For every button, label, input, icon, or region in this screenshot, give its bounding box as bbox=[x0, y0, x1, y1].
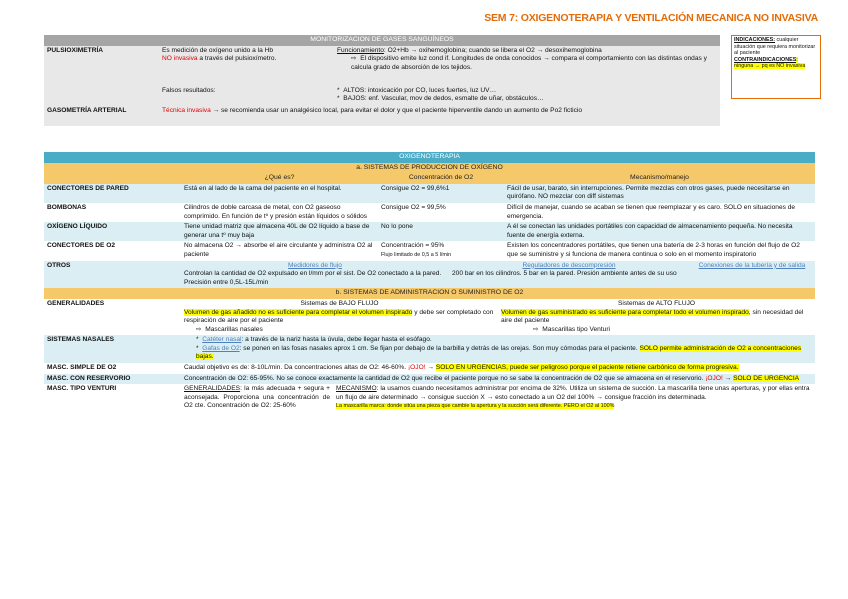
nasales-row: SISTEMAS NASALES * Catéter nasal: a través de la nariz hasta la úvula, debe llegar hasta el esófago. * Gafas de O2: se ponen en las fosas nasales aprox 1 cm. Se fijan por debajo de la barbilla y detrás de las orejas. Son muy cómodas para el paciente. SOLO permite administración de O2 a concentraciones bajas. bbox=[44, 335, 815, 363]
table-row: CONECTORES DE PARED Está en al lado de la cama del paciente en el hospital. Consigue O2 = 99,6%1 Fácil de usar, barato, sin interrupciones. Permite mezclas con otros gases, puede necesitarse en quirófano. NO mezclar con diff sistemas bbox=[44, 184, 815, 203]
oxigenoterapia-table bbox=[44, 152, 815, 412]
otros-row: OTROS Medidores de flujo Controlan la cantidad de O2 expulsado en l/mm por el sist. De O2 conectado a la pared. Precisión entre 0,5L-15L/min Reguladores de descompresión 200 bar en los cilindros. 5 bar en la pared. Presión ambiente antes de su uso Conexiones de la tubería y de salida bbox=[44, 261, 815, 289]
pulsi-funcionamiento: Funcionamiento: O2+Hb → oxihemoglobina; cuando se libera el O2 → desoxihemoglobina ⇨ El dispositivo emite luz cond if. Longitudes de onda conocidos → compara el comportamiento con las distintas ondas y calcula grado de absorción de los tejidos. bbox=[334, 46, 720, 86]
simple-row: MASC. SIMPLE DE O2 Caudal objetivo es de: 8-10L/min. Da concentraciones altas de O2: 46-60%. ¡OJO! → SOLO EN URGENCIAS, puede ser peligroso porque el paciente retiene carbónico de forma progresiva. bbox=[44, 363, 815, 374]
falsos-label: Falsos resultados: bbox=[159, 86, 334, 106]
generalidades-row: GENERALIDADES Sistemas de BAJO FLUJO Volumen de gas añadido no es suficiente para completar el volumen inspirado y debe ser completado con respiración de aire por el paciente ⇨ Mascarillas nasales Sistemas de ALTO FLUJO Volumen de gas suministrado es suficiente para completar todo el volumen inspirado, sin necesidad del aire del paciente ⇨ Mascarillas tipo Venturi bbox=[44, 299, 815, 335]
pulsi-label: PULSIOXIMETRÍA bbox=[44, 46, 159, 106]
medidores-flujo-link[interactable]: Medidores de flujo bbox=[288, 261, 342, 269]
monitor-header: MONITORIZACION DE GASES SANGUÍNEOS bbox=[44, 35, 720, 46]
section-b-header: b. SISTEMAS DE ADMINISTRACION O SUMINISTRO DE O2 bbox=[44, 288, 815, 299]
section-a-header: a. SISTEMAS DE PRODUCCION DE OXÍGENO bbox=[44, 163, 815, 174]
col-que-es: ¿Qué es? bbox=[181, 173, 378, 184]
table-row: BOMBONAS Cilindros de doble carcasa de metal, con O2 gaseoso comprimido. En función de tº y presión están líquidos o sólidos Consigue O2 = 99,5% Difícil de manejar, cuando se acaban se tienen que reemplazar y es caro. SOLO en situaciones de emergencia. bbox=[44, 203, 815, 222]
gaso-text: Técnica invasiva → se recomienda usar un analgésico local, para evitar el dolor y que el paciente hiperventile dando un aumento de Po2 ficticio bbox=[159, 106, 720, 126]
monitor-table bbox=[44, 35, 720, 126]
table-row: CONECTORES DE O2 No almacena O2 → absorbe el aire circulante y administra O2 al paciente Concentración = 95% Flujo limitado de 0,5 a 5 l/min Existen los concentradores portátiles, que tienen una batería de 2-3 horas en función del flujo de O2 que se suministre y si funciona de manera continua o solo en el momento inspiratorio bbox=[44, 241, 815, 260]
col-mecanismo: Mecanismo/manejo bbox=[504, 173, 815, 184]
cateter-nasal-link[interactable]: Catéter nasal bbox=[202, 336, 242, 344]
venturi-row: MASC. TIPO VENTURI GENERALIDADES: la más adecuada + segura + aconsejada. Proporciona una concentración de O2 cte. Concentración de O2: 25-60% MECANISMO: la usamos cuando necesitamos administrar por encima de 32%. Utiliza un sistema de succión. La mascarilla tiene unas aperturas, y por ellas entra un flujo de aire determinado → consigue succión X → esto conectado a un O2 del 100% → consigue fracción ins determinada. La mascarilla marca: donde sitúa una pieza que cambie la apertura y la succión será diferente. PERO el O2 al 100% bbox=[44, 384, 815, 412]
document-title: SEM 7: OXIGENOTERAPIA Y VENTILACIÓN MECANICA NO INVASIVA bbox=[484, 12, 818, 24]
col-concentracion: Concentración de O2 bbox=[378, 173, 504, 184]
conexiones-link[interactable]: Conexiones de la tubería y de salida bbox=[698, 261, 806, 269]
reguladores-link[interactable]: Reguladores de descompresión bbox=[522, 261, 616, 269]
table-row: OXÍGENO LÍQUIDO Tiene unidad matriz que almacena 40L de O2 líquido a base de generar una tº muy baja No lo pone A él se conectan las unidades portátiles con capacidad de almacenamiento pequeña. No necesita fuente de energía externa. bbox=[44, 222, 815, 241]
indicaciones-note: INDICACIONES: cualquier situación que requiera monitorizar al paciente CONTRAINDICACIONES: ninguna → pq es NO invasiva bbox=[731, 35, 821, 99]
pulsi-definition: Es medición de oxígeno unido a la Hb NO invasiva a través del pulsioxímetro. bbox=[159, 46, 334, 86]
falsos-list: * ALTOS: intoxicación por CO, luces fuertes, luz UV… * BAJOS: enf. Vascular, mov de dedos, esmalte de uñar, obstáculos… bbox=[334, 86, 720, 106]
gafas-o2-link[interactable]: Gafas de O2 bbox=[202, 344, 240, 352]
oxi-header: OXIGENOTERAPIA bbox=[44, 152, 815, 163]
gaso-label: GASOMETRÍA ARTERIAL bbox=[44, 106, 159, 126]
reservorio-row: MASC. CON RESERVORIO Concentración de O2: 65-95%. No se conoce exactamente la cantidad de O2 que recibe el paciente porque no se sabe la concentración de O2 que se almacena en el reservorio. ¡OJO! → SOLO DE URGENCIA bbox=[44, 374, 815, 385]
